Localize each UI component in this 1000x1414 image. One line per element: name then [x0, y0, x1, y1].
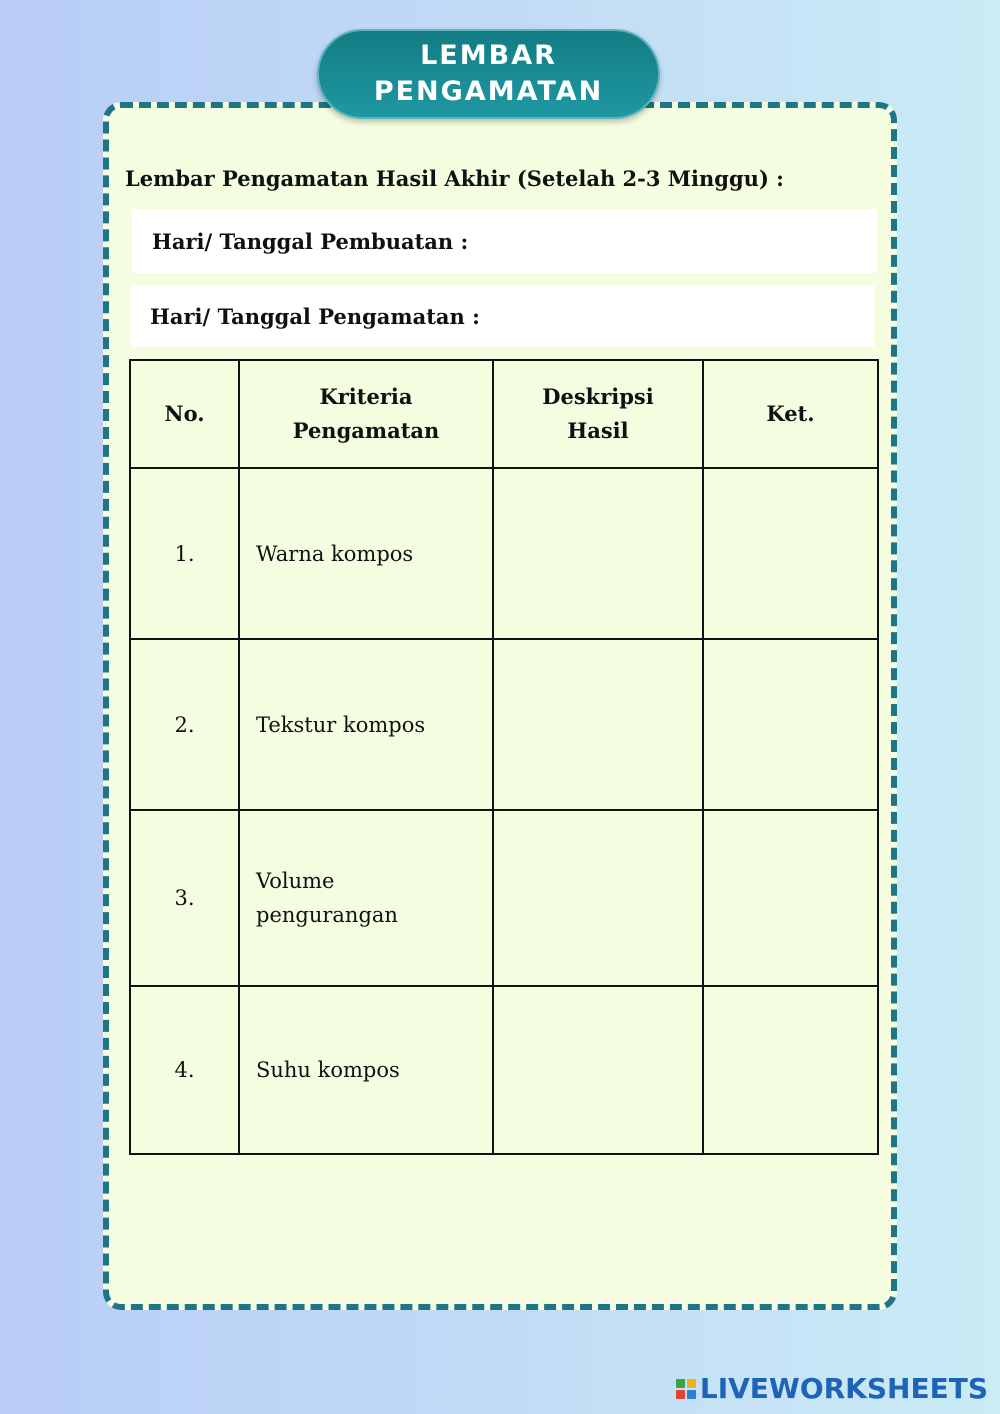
description-cell[interactable] [493, 810, 703, 986]
brand-name: LIVEWORKSHEETS [699, 1372, 988, 1405]
criteria-cell: Tekstur kompos [239, 639, 493, 810]
note-cell[interactable] [703, 639, 878, 810]
table-row [130, 468, 878, 639]
table-row [130, 986, 878, 1154]
table-row [130, 810, 878, 986]
row-number: 1. [130, 468, 239, 639]
pengamatan-date-field[interactable] [130, 285, 874, 347]
description-cell[interactable] [493, 468, 703, 639]
logo-mark-icon [676, 1379, 696, 1399]
header-banner [317, 29, 660, 119]
pengamatan-date-label: Hari/ Tanggal Pengamatan : [150, 303, 480, 329]
liveworksheets-logo [676, 1372, 988, 1405]
pembuatan-date-label: Hari/ Tanggal Pembuatan : [152, 228, 469, 254]
note-cell[interactable] [703, 810, 878, 986]
note-cell[interactable] [703, 468, 878, 639]
criteria-cell: Warna kompos [239, 468, 493, 639]
pembuatan-date-field[interactable] [132, 209, 877, 273]
section-title: Lembar Pengamatan Hasil Akhir (Setelah 2-3 Minggu) : [125, 166, 784, 191]
criteria-cell: Suhu kompos [239, 986, 493, 1154]
header-title: LEMBAR PENGAMATAN [373, 40, 604, 107]
table-header-row [130, 360, 878, 468]
header-no: No. [130, 360, 239, 468]
header-deskripsi: Deskripsi Hasil [493, 360, 703, 468]
description-cell[interactable] [493, 639, 703, 810]
description-cell[interactable] [493, 986, 703, 1154]
note-cell[interactable] [703, 986, 878, 1154]
criteria-cell: Volume pengurangan [239, 810, 493, 986]
row-number: 2. [130, 639, 239, 810]
row-number: 3. [130, 810, 239, 986]
header-kriteria: Kriteria Pengamatan [239, 360, 493, 468]
header-ket: Ket. [703, 360, 878, 468]
row-number: 4. [130, 986, 239, 1154]
observation-table [129, 359, 879, 1155]
table-row [130, 639, 878, 810]
